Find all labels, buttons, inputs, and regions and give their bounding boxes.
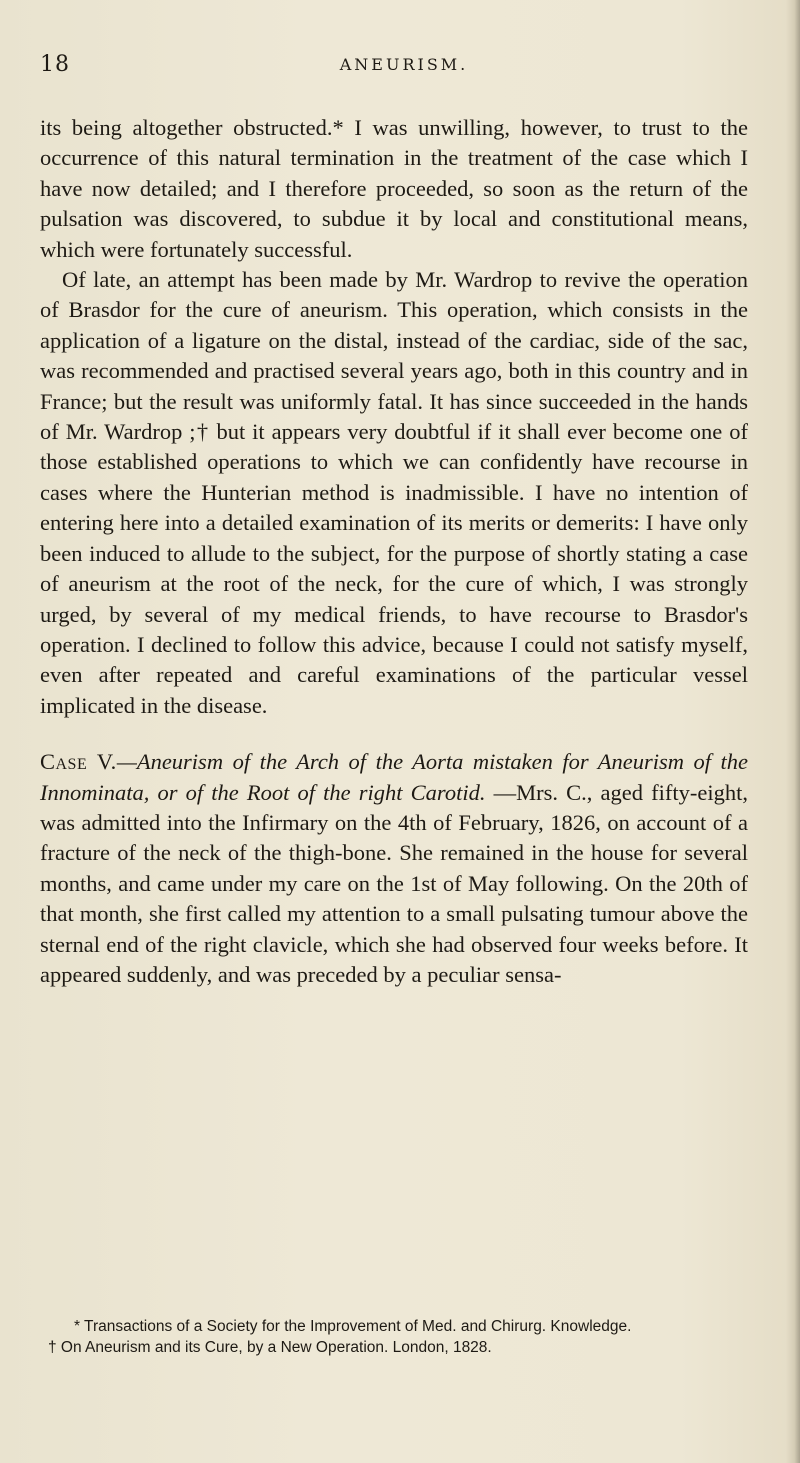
case-label: Case V.: [40, 749, 117, 775]
footnotes: [40, 1316, 748, 1358]
running-head: ANEURISM.: [339, 55, 469, 74]
case-title: —Aneurism of the Arch of the Aorta mistaken for Aneurism of the Innominata, or of the Root of the right Carotid.: [40, 749, 748, 805]
paragraph-brasdor-operation: Of late, an attempt has been made by Mr. Wardrop to revive the operation of Brasdor for the cure of aneurism. This operation, which consists in the application of a ligature on the distal, instead of the cardiac, side of the sac, was recommended and practised several years ago, both in this country and in France; but the result was uniformly fatal. It has since succeeded in the hands of Mr. Wardrop ;† but it appears very doubtful if it shall ever become one of those established operations to which we can confidently have recourse in cases where the Hunterian method is inadmissible. I have no intention of entering here into a detailed examination of its merits or demerits: I have only been induced to allude to the subject, for the purpose of shortly stating a case of aneurism at the root of the neck, for the cure of which, I was strongly urged, by several of my medical friends, to have recourse to Brasdor's operation. I declined to follow this advice, because I could not satisfy myself, even after repeated and careful examinations of the particular vessel implicated in the disease.: [40, 267, 748, 718]
paragraph-continued: its being altogether obstructed.* I was unwilling, however, to trust to the occurrence of this natural termination in the treatment of the case which I have now detailed; and I therefore proceeded, so soon as the return of the pulsation was discovered, to subdue it by local and constitutional means, which were fortunately successful.: [40, 115, 748, 262]
case-v-paragraph: [40, 747, 748, 990]
page-edge-shadow: [786, 0, 800, 1463]
footnote-dagger: † On Aneurism and its Cure, by a New Operation. London, 1828.: [48, 1339, 492, 1356]
page-header: [40, 52, 740, 82]
case-text: —Mrs. C., aged fifty-eight, was admitted into the Infirmary on the 4th of February, 1826, on account of a fracture of the neck of the thigh-bone. She remained in the house for several months, and came under my care on the 1st of May following. On the 20th of that month, she first called my attention to a small pulsating tumour above the sternal end of the right clavicle, which she had observed four weeks before. It appeared suddenly, and was preceded by a peculiar sensa-: [40, 779, 748, 987]
page-number: 18: [40, 52, 70, 77]
footnote-asterisk: * Transactions of a Society for the Improvement of Med. and Chirurg. Knowledge.: [74, 1318, 632, 1335]
body-text: [40, 113, 748, 990]
